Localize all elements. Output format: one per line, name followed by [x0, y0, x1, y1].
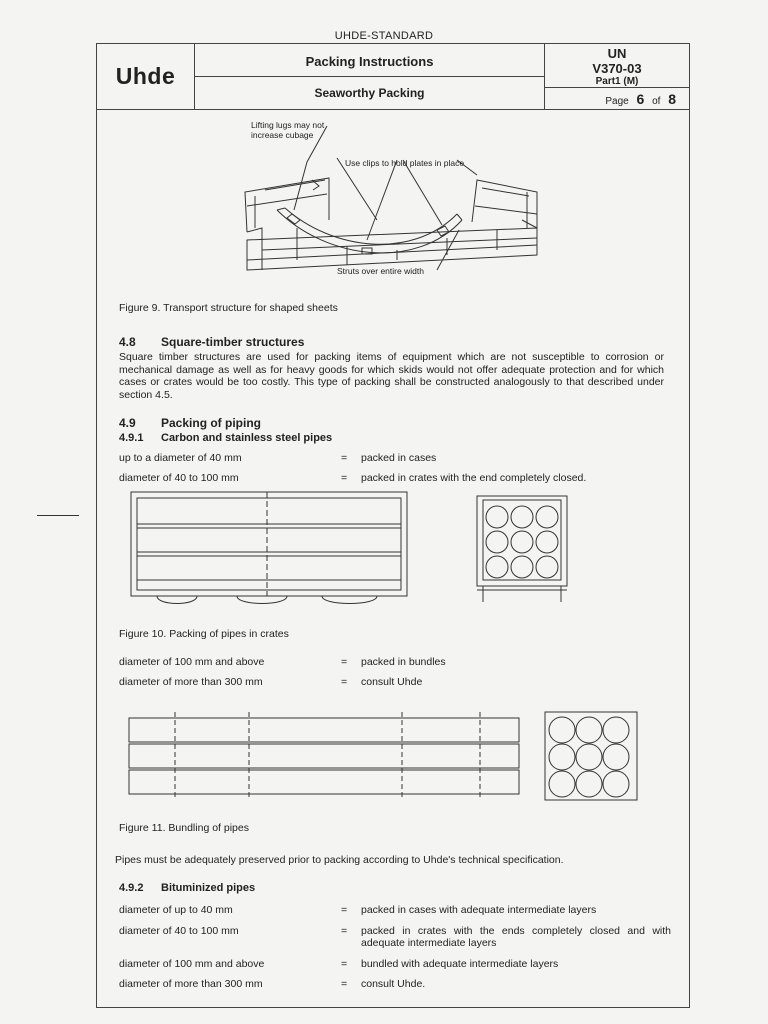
of-label: of	[652, 96, 661, 107]
title-block	[195, 44, 545, 109]
spec-row-label: diameter of 100 mm and above	[119, 656, 265, 668]
spec-row-equals: =	[341, 676, 348, 688]
section-4-9-1-title: Carbon and stainless steel pipes	[161, 432, 333, 444]
figure11-caption: Figure 11. Bundling of pipes	[119, 822, 249, 834]
document-page	[96, 43, 690, 1008]
spec-row-value: packed in crates with the ends completely closed and with adequate intermediate layers	[361, 925, 671, 949]
page-total: 8	[668, 91, 676, 107]
pipe-end-circle	[576, 771, 602, 797]
pipe-end-circle	[603, 717, 629, 743]
spec-row-value: consult Uhde.	[361, 978, 426, 990]
margin-mark	[37, 515, 79, 516]
spec-row-value: packed in cases with adequate intermediate layers	[361, 904, 597, 916]
spec-row-value: packed in cases	[361, 452, 437, 464]
section-4-8-heading	[119, 335, 304, 349]
doc-code: V370-03	[592, 61, 642, 76]
figure9-label-lugs: Lifting lugs may not increase cubage	[251, 120, 325, 140]
doc-part: Part1 (M)	[595, 76, 639, 87]
spec-row-equals: =	[341, 978, 348, 990]
spec-row	[119, 452, 679, 466]
spec-row-equals: =	[341, 925, 348, 937]
pipe-end-circle	[536, 531, 558, 553]
figure9-label-clips: Use clips to hold plates in place	[345, 158, 465, 168]
figure9-caption: Figure 9. Transport structure for shaped sheets	[119, 302, 338, 314]
spec-row-equals: =	[341, 904, 348, 916]
section-4-9-2-number: 4.9.2	[119, 882, 144, 894]
spec-row-label: diameter of more than 300 mm	[119, 676, 263, 688]
figure9-label-struts: Struts over entire width	[337, 266, 424, 276]
pipe-end-circle	[486, 531, 508, 553]
spec-row-value: packed in crates with the end completely closed.	[361, 472, 587, 484]
spec-row	[119, 676, 679, 690]
page-counter	[545, 88, 689, 110]
page-number: 6	[636, 91, 645, 107]
preservation-note: Pipes must be adequately preserved prior to packing according to Uhde's technical specification.	[115, 854, 564, 866]
spec-row-value: consult Uhde	[361, 676, 423, 688]
section-4-9-1-number: 4.9.1	[119, 432, 144, 444]
pipe-end-circle	[576, 744, 602, 770]
section-4-8-number: 4.8	[119, 335, 136, 349]
standard-label: UHDE-STANDARD	[334, 30, 434, 42]
section-4-9-heading	[119, 416, 261, 430]
spec-row-value: packed in bundles	[361, 656, 446, 668]
section-4-8-text: Square timber structures are used for packing items of equipment which are not susceptible to corrosion or mechanical damage as well as for heavy goods for which skids would not offer adequate protection and for which cases or crates would be too costly. This type of packing shall be constructed analogously to that described under section 4.5.	[119, 351, 664, 401]
figure10-caption: Figure 10. Packing of pipes in crates	[119, 628, 289, 640]
spec-row-label: up to a diameter of 40 mm	[119, 452, 242, 464]
document-title: Packing Instructions	[195, 44, 544, 77]
pipe-end-circle	[486, 556, 508, 578]
pipe-end-circle	[536, 556, 558, 578]
pipe-end-circle	[603, 744, 629, 770]
spec-row-label: diameter of up to 40 mm	[119, 904, 233, 916]
document-subtitle: Seaworthy Packing	[314, 86, 425, 100]
pipe-end-circle	[549, 717, 575, 743]
spec-row-value: bundled with adequate intermediate layers	[361, 958, 559, 970]
spec-row-equals: =	[341, 472, 348, 484]
figure9-drawing	[97, 110, 691, 310]
pipe-end-circle	[511, 556, 533, 578]
page-label: Page	[605, 96, 629, 107]
spec-row	[119, 925, 679, 951]
pipe-end-circle	[603, 771, 629, 797]
spec-row-equals: =	[341, 656, 348, 668]
pipe-end-circle	[549, 771, 575, 797]
document-code-block	[545, 44, 689, 88]
figure10-drawing	[97, 490, 691, 610]
pipe-end-circle	[576, 717, 602, 743]
figure11-drawing	[97, 708, 691, 818]
spec-row-label: diameter of 40 to 100 mm	[119, 472, 239, 484]
spec-row	[119, 656, 679, 670]
spec-row-equals: =	[341, 452, 348, 464]
spec-row	[119, 958, 679, 972]
doc-prefix: UN	[607, 46, 627, 61]
pipe-end-circle	[536, 506, 558, 528]
pipe-end-circle	[486, 506, 508, 528]
document-id-block	[545, 44, 689, 109]
spec-row-label: diameter of 100 mm and above	[119, 958, 265, 970]
section-4-8-title: Square-timber structures	[161, 335, 305, 349]
spec-row	[119, 472, 679, 486]
pipe-end-circle	[511, 531, 533, 553]
section-4-9-number: 4.9	[119, 416, 136, 430]
spec-row	[119, 978, 679, 992]
pipe-end-circle	[549, 744, 575, 770]
company-logo: Uhde	[97, 44, 195, 109]
section-4-9-1-heading	[119, 432, 332, 444]
spec-row	[119, 904, 679, 918]
spec-row-label: diameter of more than 300 mm	[119, 978, 263, 990]
spec-row-label: diameter of 40 to 100 mm	[119, 925, 239, 937]
document-header	[97, 44, 689, 110]
section-4-9-2-heading	[119, 882, 255, 894]
section-4-9-2-title: Bituminized pipes	[161, 882, 256, 894]
pipe-end-circle	[511, 506, 533, 528]
spec-row-equals: =	[341, 958, 348, 970]
section-4-9-title: Packing of piping	[161, 416, 262, 430]
